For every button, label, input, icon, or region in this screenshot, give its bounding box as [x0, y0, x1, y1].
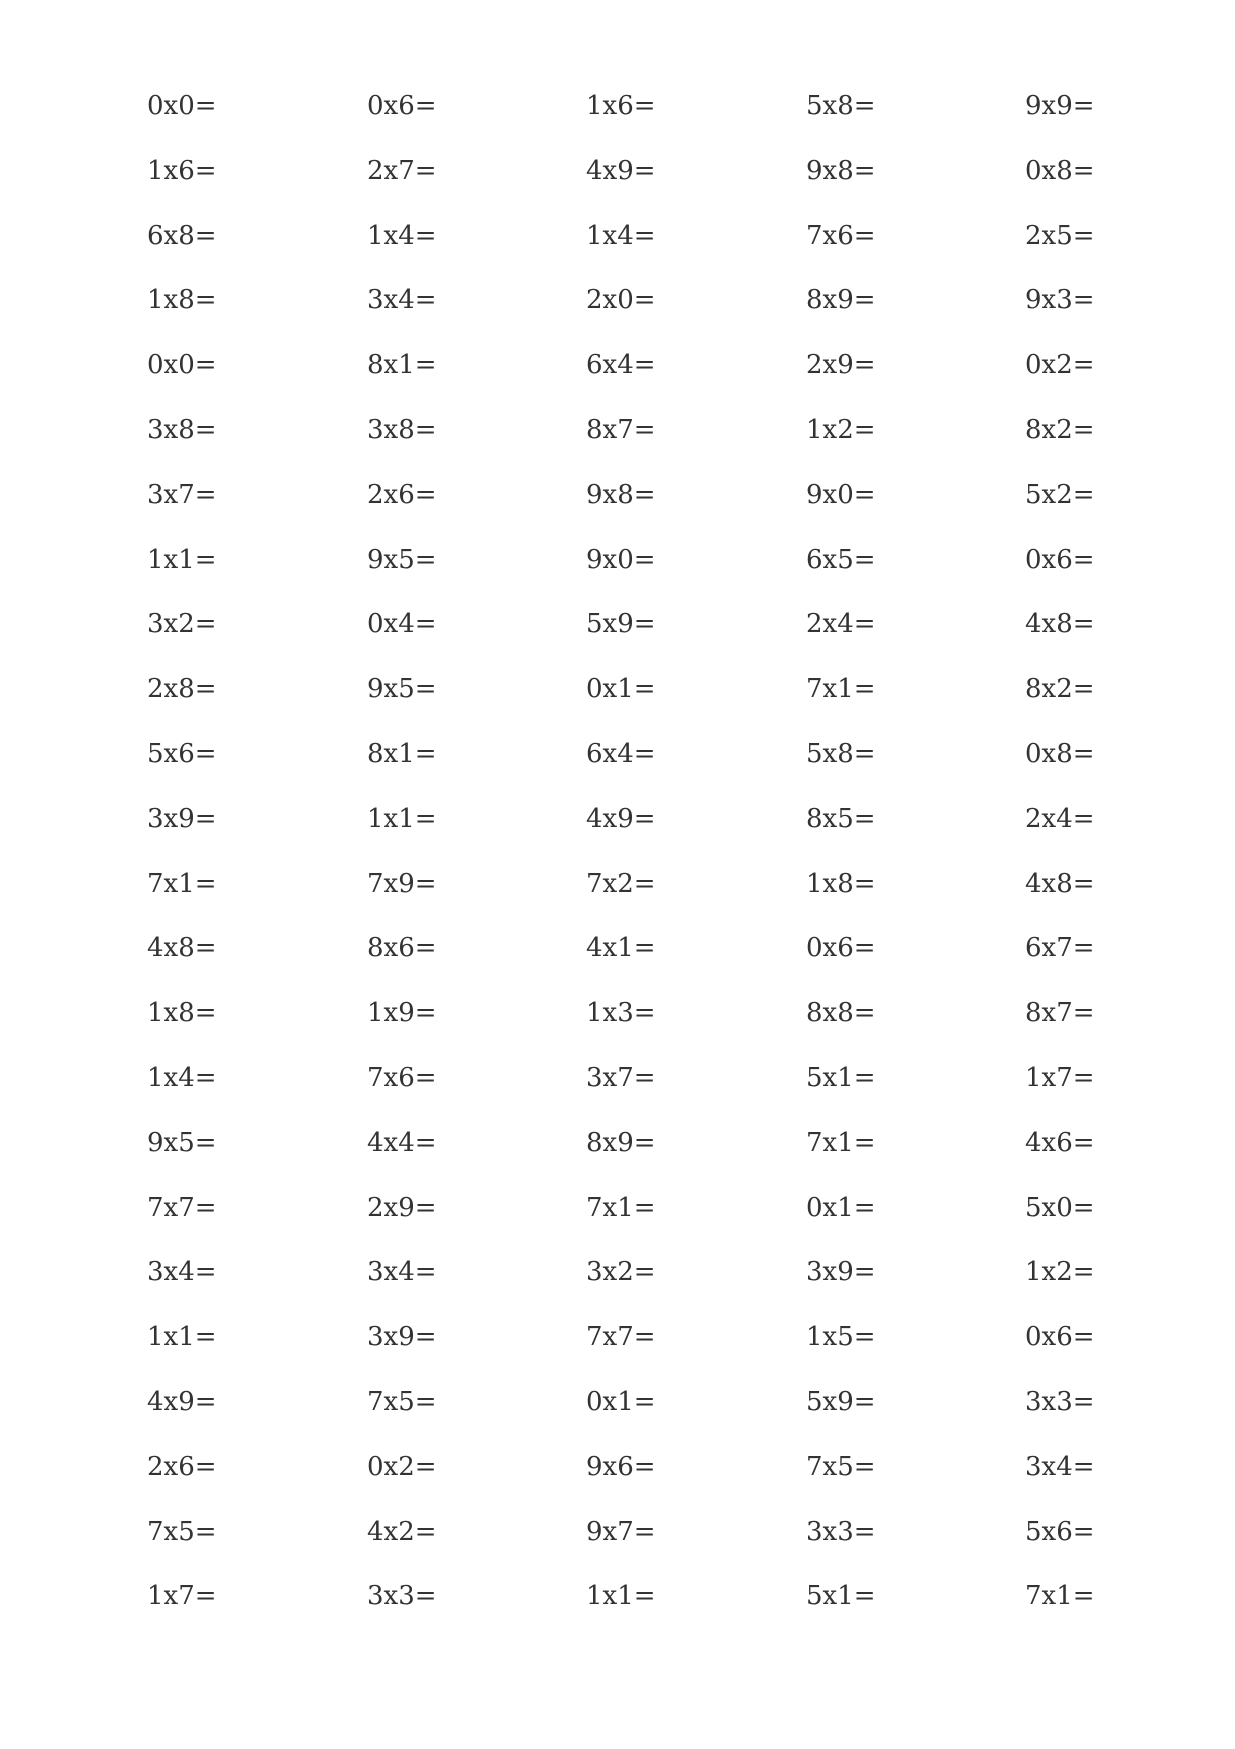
multiplication-problem: 9x7= — [586, 1516, 656, 1547]
multiplication-problem: 3x4= — [147, 1257, 217, 1288]
multiplication-problem: 4x8= — [1025, 609, 1095, 640]
multiplication-problem: 2x0= — [586, 285, 656, 316]
multiplication-problem: 4x4= — [367, 1127, 437, 1158]
multiplication-problem: 3x3= — [367, 1581, 437, 1612]
multiplication-problem: 1x7= — [1025, 1063, 1095, 1093]
multiplication-problem: 5x2= — [1025, 479, 1095, 510]
problem-row — [0, 928, 1235, 968]
multiplication-problem: 4x6= — [1025, 1127, 1095, 1158]
multiplication-problem: 4x9= — [586, 803, 656, 834]
multiplication-problem: 5x8= — [806, 739, 876, 769]
problem-row — [0, 410, 1235, 450]
multiplication-problem: 9x5= — [367, 544, 437, 575]
multiplication-problem: 4x2= — [367, 1516, 437, 1547]
multiplication-problem: 6x5= — [806, 544, 876, 575]
multiplication-problem: 7x1= — [1025, 1581, 1095, 1612]
multiplication-problem: 0x6= — [367, 91, 437, 121]
problem-row — [0, 1252, 1235, 1292]
multiplication-problem: 1x2= — [806, 415, 876, 445]
multiplication-problem: 6x4= — [586, 350, 656, 381]
multiplication-problem: 2x6= — [367, 479, 437, 510]
multiplication-problem: 9x8= — [586, 479, 656, 510]
multiplication-problem: 3x7= — [586, 1063, 656, 1093]
multiplication-problem: 2x7= — [367, 155, 437, 186]
problem-row — [0, 799, 1235, 839]
multiplication-problem: 0x2= — [1025, 350, 1095, 381]
multiplication-problem: 7x9= — [367, 868, 437, 899]
multiplication-problem: 3x2= — [147, 609, 217, 640]
multiplication-problem: 4x9= — [586, 155, 656, 186]
multiplication-problem: 0x8= — [1025, 155, 1095, 186]
multiplication-problem: 2x9= — [367, 1192, 437, 1223]
multiplication-problem: 4x9= — [147, 1387, 217, 1417]
multiplication-problem: 5x9= — [586, 609, 656, 640]
multiplication-problem: 2x5= — [1025, 220, 1095, 251]
multiplication-problem: 8x7= — [1025, 998, 1095, 1029]
multiplication-problem: 6x7= — [1025, 933, 1095, 964]
multiplication-problem: 0x4= — [367, 609, 437, 640]
multiplication-problem: 0x0= — [147, 350, 217, 381]
multiplication-problem: 1x8= — [147, 998, 217, 1029]
multiplication-problem: 3x2= — [586, 1257, 656, 1288]
multiplication-problem: 2x4= — [806, 609, 876, 640]
multiplication-problem: 7x6= — [806, 220, 876, 251]
multiplication-problem: 1x9= — [367, 998, 437, 1029]
problem-row — [0, 669, 1235, 709]
multiplication-problem: 7x7= — [586, 1322, 656, 1353]
multiplication-problem: 1x5= — [806, 1322, 876, 1353]
multiplication-problem: 1x1= — [147, 1322, 217, 1353]
multiplication-problem: 3x3= — [806, 1516, 876, 1547]
multiplication-problem: 1x7= — [147, 1581, 217, 1612]
multiplication-problem: 7x1= — [806, 1127, 876, 1158]
multiplication-problem: 1x4= — [586, 220, 656, 251]
multiplication-problem: 2x6= — [147, 1451, 217, 1482]
multiplication-problem: 9x0= — [586, 544, 656, 575]
problem-row — [0, 1123, 1235, 1163]
multiplication-problem: 3x8= — [367, 415, 437, 445]
multiplication-problem: 0x6= — [806, 933, 876, 964]
multiplication-problem: 1x8= — [806, 868, 876, 899]
multiplication-problem: 8x1= — [367, 739, 437, 769]
problem-row — [0, 345, 1235, 385]
multiplication-problem: 0x6= — [1025, 544, 1095, 575]
multiplication-problem: 3x9= — [147, 803, 217, 834]
problem-row — [0, 1512, 1235, 1552]
multiplication-problem: 5x6= — [147, 739, 217, 769]
multiplication-problem: 9x5= — [147, 1127, 217, 1158]
multiplication-problem: 7x6= — [367, 1063, 437, 1093]
multiplication-problem: 4x8= — [147, 933, 217, 964]
problem-row — [0, 993, 1235, 1033]
multiplication-problem: 8x5= — [806, 803, 876, 834]
multiplication-problem: 9x5= — [367, 674, 437, 705]
multiplication-problem: 0x8= — [1025, 739, 1095, 769]
multiplication-problem: 3x4= — [367, 285, 437, 316]
multiplication-problem: 5x1= — [806, 1063, 876, 1093]
multiplication-problem: 3x9= — [367, 1322, 437, 1353]
multiplication-problem: 8x2= — [1025, 415, 1095, 445]
multiplication-problem: 3x7= — [147, 479, 217, 510]
multiplication-problem: 7x1= — [806, 674, 876, 705]
multiplication-problem: 6x8= — [147, 220, 217, 251]
multiplication-problem: 1x6= — [586, 91, 656, 121]
problem-row — [0, 280, 1235, 320]
multiplication-problem: 5x6= — [1025, 1516, 1095, 1547]
problem-row — [0, 216, 1235, 256]
multiplication-problem: 0x2= — [367, 1451, 437, 1482]
multiplication-problem: 8x9= — [586, 1127, 656, 1158]
multiplication-problem: 7x1= — [586, 1192, 656, 1223]
multiplication-problem: 5x9= — [806, 1387, 876, 1417]
problem-row — [0, 1447, 1235, 1487]
multiplication-problem: 2x4= — [1025, 803, 1095, 834]
multiplication-problem: 7x7= — [147, 1192, 217, 1223]
multiplication-problem: 1x6= — [147, 155, 217, 186]
multiplication-problem: 7x1= — [147, 868, 217, 899]
multiplication-problem: 8x8= — [806, 998, 876, 1029]
multiplication-problem: 1x4= — [147, 1063, 217, 1093]
multiplication-problem: 0x6= — [1025, 1322, 1095, 1353]
multiplication-problem: 5x1= — [806, 1581, 876, 1612]
multiplication-problem: 8x9= — [806, 285, 876, 316]
multiplication-problem: 1x1= — [147, 544, 217, 575]
multiplication-problem: 9x3= — [1025, 285, 1095, 316]
multiplication-problem: 3x9= — [806, 1257, 876, 1288]
multiplication-problem: 8x6= — [367, 933, 437, 964]
multiplication-problem: 3x8= — [147, 415, 217, 445]
problem-row — [0, 1382, 1235, 1422]
multiplication-problem: 3x3= — [1025, 1387, 1095, 1417]
multiplication-problem: 7x2= — [586, 868, 656, 899]
problem-row — [0, 1576, 1235, 1616]
multiplication-problem: 4x1= — [586, 933, 656, 964]
multiplication-problem: 0x0= — [147, 91, 217, 121]
multiplication-problem: 7x5= — [806, 1451, 876, 1482]
multiplication-problem: 9x0= — [806, 479, 876, 510]
multiplication-problem: 9x6= — [586, 1451, 656, 1482]
multiplication-problem: 2x8= — [147, 674, 217, 705]
multiplication-problem: 0x1= — [586, 1387, 656, 1417]
multiplication-problem: 3x4= — [1025, 1451, 1095, 1482]
multiplication-problem: 8x1= — [367, 350, 437, 381]
multiplication-problem: 8x2= — [1025, 674, 1095, 705]
multiplication-problem: 3x4= — [367, 1257, 437, 1288]
problem-row — [0, 1058, 1235, 1098]
problem-row — [0, 1317, 1235, 1357]
multiplication-problem: 9x9= — [1025, 91, 1095, 121]
multiplication-problem: 9x8= — [806, 155, 876, 186]
multiplication-problem: 2x9= — [806, 350, 876, 381]
multiplication-problem: 1x2= — [1025, 1257, 1095, 1288]
multiplication-problem: 1x1= — [367, 803, 437, 834]
problem-row — [0, 1188, 1235, 1228]
multiplication-problem: 6x4= — [586, 739, 656, 769]
problem-row — [0, 604, 1235, 644]
multiplication-problem: 0x1= — [806, 1192, 876, 1223]
problem-row — [0, 151, 1235, 191]
problem-row — [0, 540, 1235, 580]
multiplication-problem: 7x5= — [367, 1387, 437, 1417]
multiplication-problem: 0x1= — [586, 674, 656, 705]
multiplication-problem: 1x4= — [367, 220, 437, 251]
multiplication-problem: 8x7= — [586, 415, 656, 445]
multiplication-problem: 1x3= — [586, 998, 656, 1029]
multiplication-problem: 5x8= — [806, 91, 876, 121]
multiplication-problem: 5x0= — [1025, 1192, 1095, 1223]
problem-row — [0, 864, 1235, 904]
problem-row — [0, 86, 1235, 126]
multiplication-problem: 1x8= — [147, 285, 217, 316]
multiplication-problem: 1x1= — [586, 1581, 656, 1612]
multiplication-problem: 7x5= — [147, 1516, 217, 1547]
multiplication-problem: 4x8= — [1025, 868, 1095, 899]
problem-row — [0, 475, 1235, 515]
problem-row — [0, 734, 1235, 774]
